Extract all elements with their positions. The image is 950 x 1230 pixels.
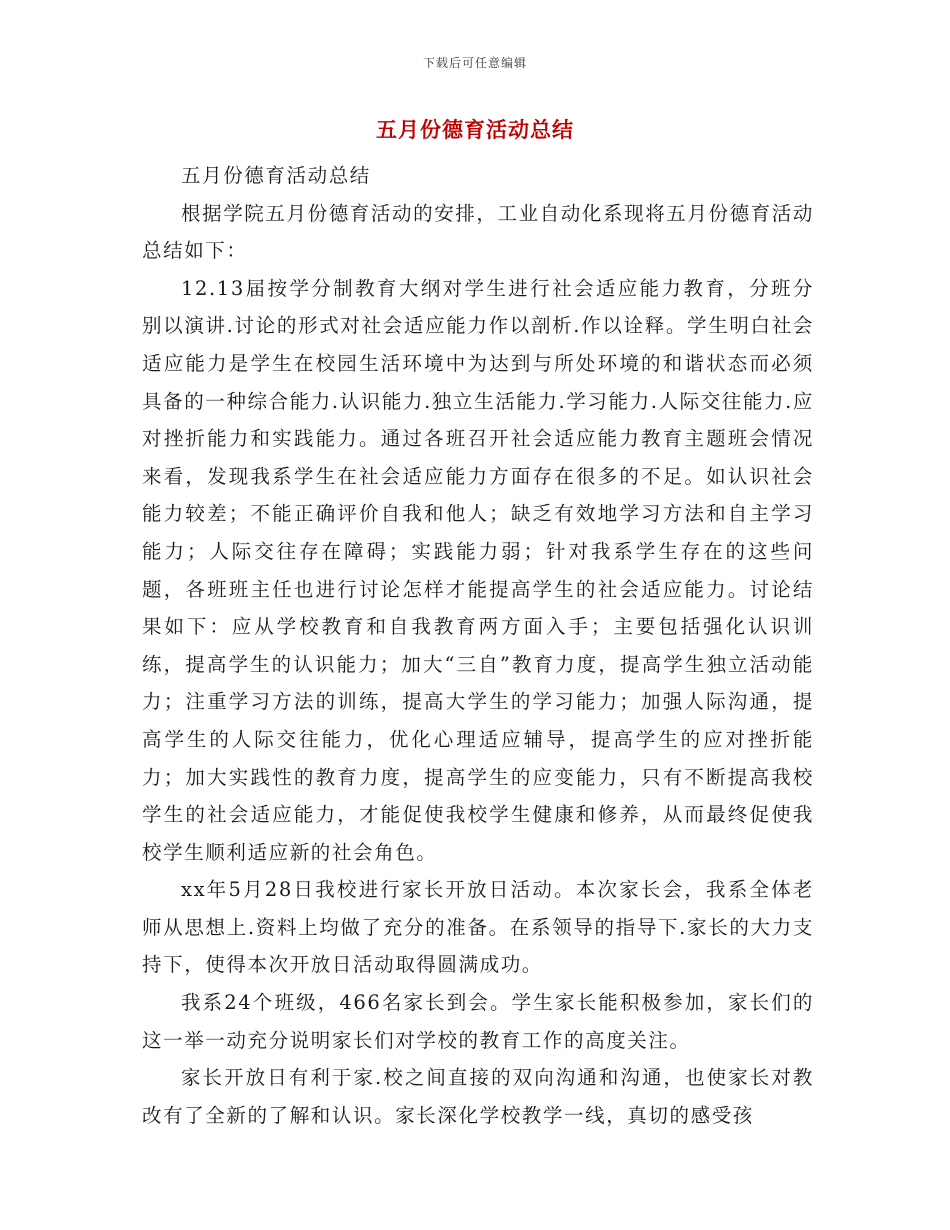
body-paragraph: 我系24个班级，466名家长到会。学生家长能积极参加，家长们的这一举一动充分说明家长们对学校的教育工作的高度关注。: [142, 991, 814, 1052]
header-note: 下载后可任意编辑: [422, 56, 527, 70]
intro-paragraph: 根据学院五月份德育活动的安排，工业自动化系现将五月份德育活动总结如下：: [142, 201, 815, 263]
body-paragraph: 12.13届按学分制教育大纲对学生进行社会适应能力教育，分班分别以演讲.讨论的形式对社会适应能力作以剖析.作以诠释。学生明白社会适应能力是学生在校园生活环境中为达到与所处环境的和谐状态而必须具备的一种综合能力.认识能力.独立生活能力.学习能力.人际交往能力.应对挫折能力和实践能力。通过各班召开社会适应能力教育主题班会情况来看，发现我系学生在社会适应能力方面存在很多的不足。如认识社会能力较差；不能正确评价自我和他人；缺乏有效地学习方法和自主学习能力；人际交往存在障碍；实践能力弱；针对我系学生存在的这些问题，各班班主任也进行讨论怎样才能提高学生的社会适应能力。讨论结果如下：应从学校教育和自我教育两方面入手；主要包括强化认识训练，提高学生的认识能力；加大“三自”教育力度，提高学生独立活动能力；注重学习方法的训练，提高大学生的学习能力；加强人际沟通，提高学生的人际交往能力，优化心理适应辅导，提高学生的应对挫折能力；加大实践性的教育力度，提高学生的应变能力，只有不断提高我校学生的社会适应能力，才能促使我校学生健康和修养，从而最终促使我校学生顺利适应新的社会角色。: [142, 276, 814, 864]
body-paragraph: xx年5月28日我校进行家长开放日活动。本次家长会，我系全体老师从思想上.资料上均做了充分的准备。在系领导的指导下.家长的大力支持下，使得本次开放日活动取得圆满成功。: [142, 878, 814, 977]
document-title: 五月份德育活动总结: [376, 118, 574, 142]
document-body: [142, 157, 814, 1134]
body-paragraph: 家长开放日有利于家.校之间直接的双向沟通和沟通，也使家长对教改有了全新的了解和认识。家长深化学校教学一线，真切的感受孩: [142, 1066, 814, 1127]
subtitle-paragraph: 五月份德育活动总结: [181, 164, 371, 187]
